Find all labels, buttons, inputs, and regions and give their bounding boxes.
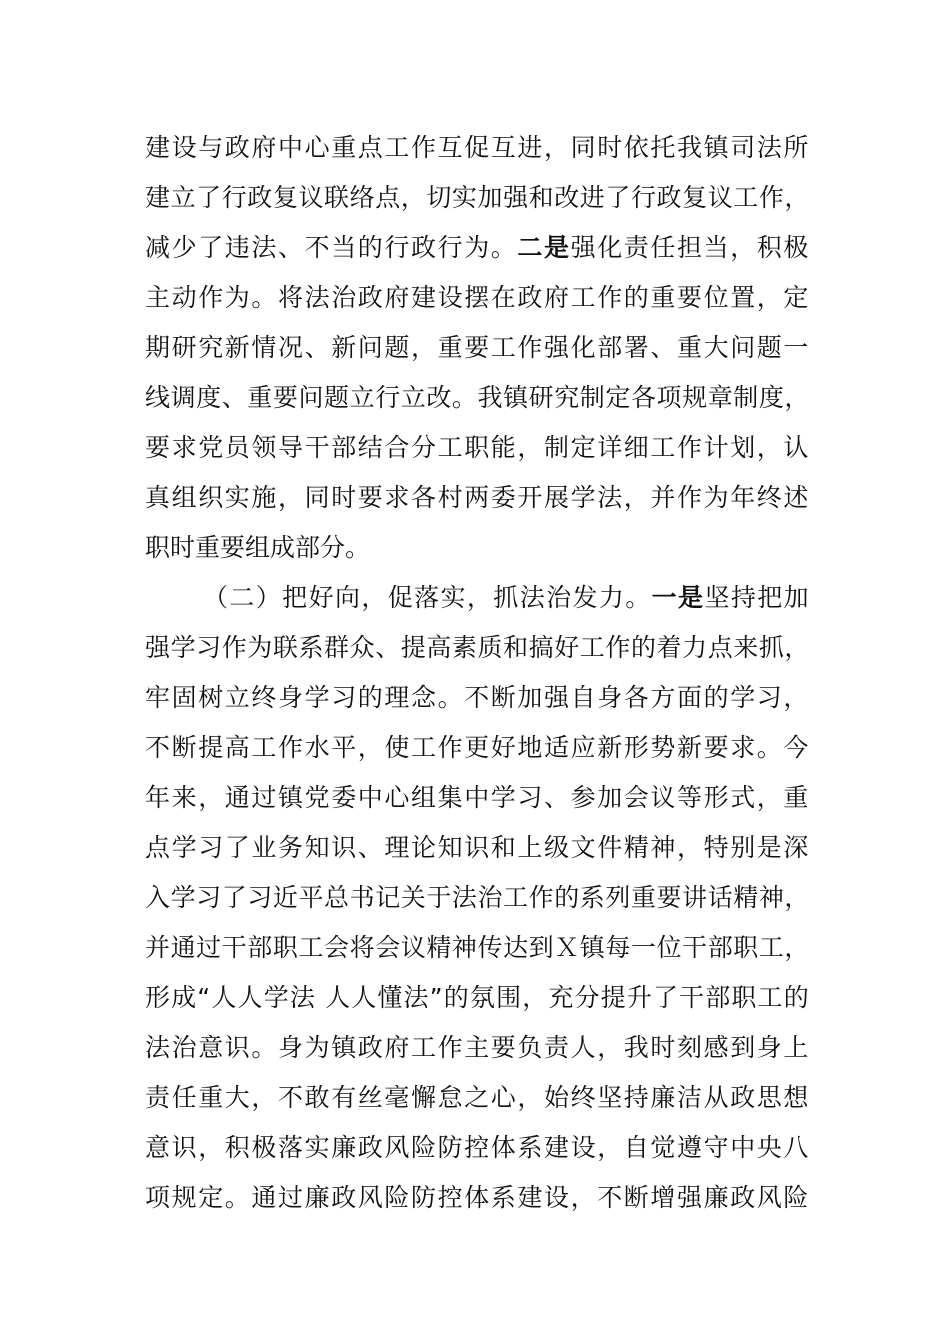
text-line <box>145 728 810 768</box>
text-run: 并通过干部职工会将会议精神传达到Ｘ镇每一位干部职工， <box>145 933 811 962</box>
text-run: 牢固树立终身学习的理念。不断加强自身各方面的学习， <box>145 683 811 712</box>
text-run: 不断提高工作水平，使工作更好地适应新形势新要求。今 <box>145 733 811 762</box>
text-line <box>145 1028 810 1068</box>
text-line <box>145 1128 810 1168</box>
bold-text: 一是 <box>651 583 705 612</box>
text-run: 建立了行政复议联络点，切实加强和改进了行政复议工作， <box>145 183 811 212</box>
text-run: 入学习了习近平总书记关于法治工作的系列重要讲话精神， <box>145 883 811 912</box>
text-line <box>145 528 370 568</box>
text-line <box>145 928 810 968</box>
text-run: 减少了违法、不当的行政行为。 <box>145 233 518 262</box>
text-line <box>203 578 810 618</box>
text-line <box>145 428 810 468</box>
text-run: 坚持把加 <box>704 583 811 612</box>
text-run: 法治意识。身为镇政府工作主要负责人，我时刻感到身上 <box>145 1033 811 1062</box>
text-line <box>145 328 810 368</box>
text-run: 强化责任担当，积极 <box>570 233 811 262</box>
bold-text: 二是 <box>517 233 571 262</box>
text-line <box>145 878 810 918</box>
text-run: 年来，通过镇党委中心组集中学习、参加会议等形式，重 <box>145 783 811 812</box>
text-run: 职时重要组成部分。 <box>145 533 371 562</box>
text-run: 主动作为。将法治政府建设摆在政府工作的重要位置，定 <box>145 283 811 312</box>
text-line <box>145 628 810 668</box>
text-run: 点学习了业务知识、理论知识和上级文件精神，特别是深 <box>145 833 811 862</box>
text-run: 建设与政府中心重点工作互促互进，同时依托我镇司法所 <box>145 133 811 162</box>
text-line <box>145 978 810 1018</box>
text-line <box>145 1178 810 1218</box>
text-line <box>145 128 810 168</box>
text-run: 项规定。通过廉政风险防控体系建设，不断增强廉政风险 <box>145 1183 811 1212</box>
text-run: 强学习作为联系群众、提高素质和搞好工作的着力点来抓， <box>145 633 811 662</box>
text-line <box>145 1078 810 1118</box>
text-line <box>145 178 810 218</box>
text-run: 真组织实施，同时要求各村两委开展学法，并作为年终述 <box>145 483 811 512</box>
text-run: （二）把好向，促落实，抓法治发力。 <box>203 583 652 612</box>
text-line <box>145 228 810 268</box>
text-line <box>145 378 810 418</box>
text-run: 要求党员领导干部结合分工职能，制定详细工作计划，认 <box>145 433 811 462</box>
text-line <box>145 278 810 318</box>
text-line <box>145 828 810 868</box>
text-run: 形成“人人学法 人人懂法”的氛围，充分提升了干部职工的 <box>145 983 810 1012</box>
text-line <box>145 478 810 518</box>
text-run: 责任重大，不敢有丝毫懈怠之心，始终坚持廉洁从政思想 <box>145 1083 811 1112</box>
text-line <box>145 678 810 718</box>
text-run: 期研究新情况、新问题，重要工作强化部署、重大问题一 <box>145 333 811 362</box>
text-run: 线调度、重要问题立行立改。我镇研究制定各项规章制度， <box>145 383 811 412</box>
text-line <box>145 778 810 818</box>
text-run: 意识，积极落实廉政风险防控体系建设，自觉遵守中央八 <box>145 1133 811 1162</box>
